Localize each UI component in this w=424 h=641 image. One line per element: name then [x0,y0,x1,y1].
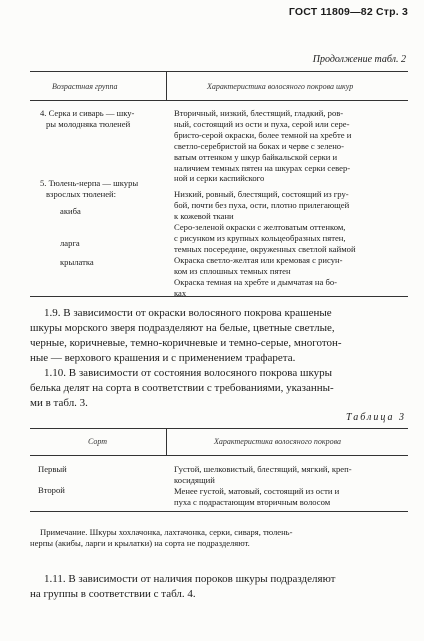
paragraph-1-10 [30,366,334,411]
table3-title: Таблица 3 [346,412,406,423]
paragraph-line: 1.9. В зависимости от окраски волосяного покрова крашеные [44,307,332,319]
paragraph-line: шкуры морского зверя подразделяют на белые, цветные светлые, [30,322,335,334]
table3-grade: Второй [38,484,65,495]
table2-right-line: бристо-серой окраски, более темной на хребте и [174,129,352,140]
table3-bottom-rule [30,511,408,512]
table3-header-rule [30,455,408,456]
table2-right-line: ный, состоящий из ости и пуха, серой или сере- [174,118,350,129]
table2-left-line [40,141,138,152]
table2-right-line: к кожевой ткани [174,211,234,222]
table2-left-line: ры молодняка тюленей [46,118,131,129]
table2-right-line: наличием темных пятен на шкурах серки север- [174,162,351,173]
table2-right-line: бой, почти без пуха, ости, плотно прилегающей [174,200,350,211]
paragraph-line: 1.11. В зависимости от наличия пороков шкуры подразделяют [44,573,336,585]
table2-left-line: ларга [60,238,80,249]
table3-characteristics-column [174,464,352,508]
table2-col1-header: Возрастная группа [52,82,118,91]
table3-line: Густой, шелковистый, блестящий, мягкий, креп- [174,464,352,474]
page-header: ГОСТ 11809—82 Стр. 3 [288,6,408,18]
table3-line: Менее густой, матовый, состоящий из ости и [174,485,340,496]
paragraph-1-11 [30,572,335,602]
paragraph-line: 1.10. В зависимости от состояния волосяного покрова шкуры [44,367,333,379]
table2-right-line: с рисунком из крупных кольцеобразных пятен, [174,232,346,243]
note-line: нерпы (акибы, ларги и крылатки) на сорта не подразделяют. [30,537,250,548]
table2-top-rule [30,71,408,72]
table2-left-line: взрослых тюленей: [46,189,117,200]
table2-characteristics-column [174,108,356,298]
table2-left-line: 4. Серка и сиварь — шку- [40,108,135,118]
table3-top-rule [30,428,408,429]
table2-right-line: ватым оттенком у шкур байкальской серки и [174,151,338,162]
table3-col2-header: Характеристика волосяного покрова [214,437,341,446]
table2-right-line: ной и серки каспийского [174,173,265,184]
paragraph-line: черные, коричневые, темно-коричневые и темно-серые, многотон- [30,337,342,349]
table2-right-line: темных посередине, окруженных светлой каймой [174,243,356,254]
table2-right-line: Окраска светло-желтая или кремовая с рисун- [174,254,343,265]
table2-continuation-label: Продолжение табл. 2 [312,54,406,65]
table3-line: пуха с подрастающим вторичным волосом [174,496,331,507]
table2-col2-header: Характеристика волосяного покрова шкур [207,82,354,91]
table3-grade: Первый [38,464,67,474]
table2-left-line [40,130,138,141]
note-line: Примечание. Шкуры хохлачонка, лахтачонка, серки, сиваря, тюлень- [40,527,293,537]
table3-column-divider [166,428,167,455]
table2-right-line: Серо-зеленой окраски с желтоватым оттенком, [174,222,346,233]
table2-header-rule [30,100,408,101]
paragraph-line: белька делят на сорта в соответствии с требованиями, указанны- [30,382,334,394]
table2-right-line: Низкий, ровный, блестящий, состоящий из гру- [174,189,349,200]
table3-note [30,527,293,549]
paragraph-1-9 [30,306,342,366]
table2-right-line: ком из сплошных темных пятен [174,265,291,276]
table2-right-line: светло-серебристой на боках и черве с зелено- [174,140,344,151]
table2-left-line: акиба [60,206,81,217]
table2-left-line: 5. Тюлень-нерпа — шкуры [40,178,139,189]
table2-right-line: ках [174,287,187,298]
table2-left-line [40,152,138,163]
table2-column-divider [166,71,167,100]
paragraph-line: на группы в соответствии с табл. 4. [30,588,196,600]
table3-grade-column [38,464,67,496]
table2-age-group-column [40,108,138,268]
table2-bottom-rule [30,296,408,297]
table2-right-line: Окраска темная на хребте и дымчатая на бо- [174,276,338,287]
table2-right-line: Вторичный, низкий, блестящий, гладкий, ров- [174,108,344,118]
table3-col1-header: Сорт [88,437,108,446]
table3-line: косидящий [174,474,215,485]
table2-left-line: крылатка [60,257,94,268]
paragraph-line: ми в табл. 3. [30,397,88,409]
table2-left-line [40,163,138,174]
paragraph-line: ные — верхового крашения и с применением трафарета. [30,352,296,364]
